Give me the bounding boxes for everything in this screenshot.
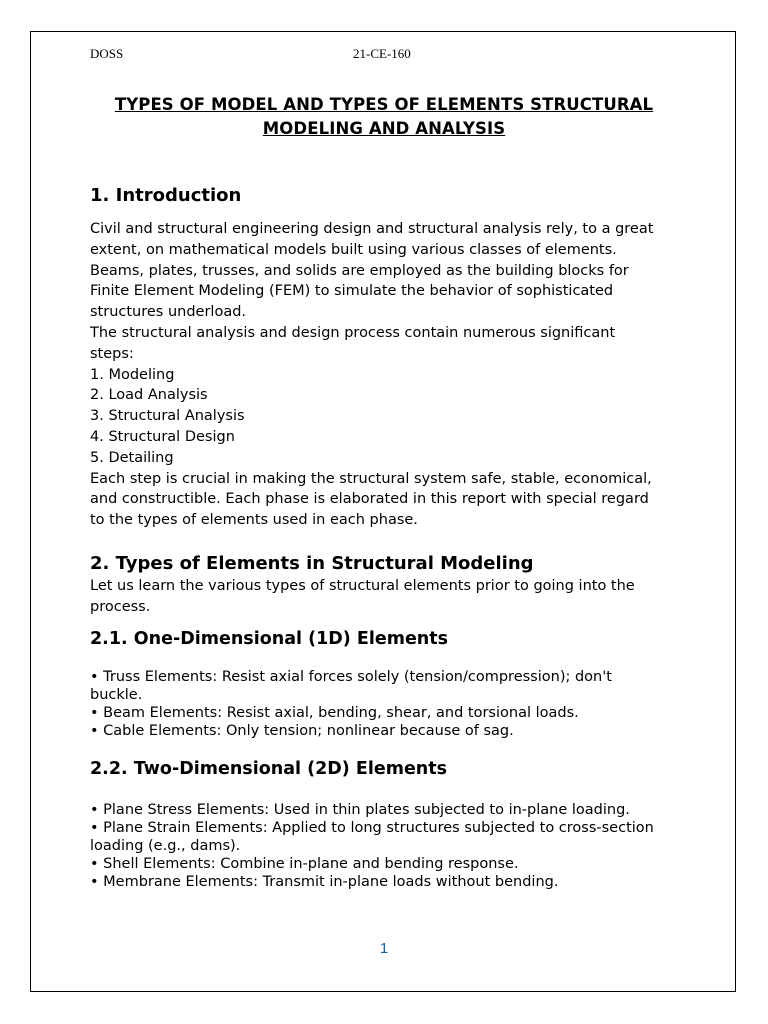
list-item: 2. Load Analysis <box>90 387 208 404</box>
introduction-body <box>90 219 690 531</box>
list-item: • Beam Elements: Resist axial, bending, shear, and torsional loads. <box>90 705 579 721</box>
text-line: Beams, plates, trusses, and solids are employed as the building blocks for <box>90 262 629 279</box>
list-item: 5. Detailing <box>90 449 174 466</box>
list-item: • Shell Elements: Combine in-plane and bending response. <box>90 856 519 872</box>
header-author: DOSS <box>90 46 124 61</box>
subsection-heading-2d-elements: 2.2. Two-Dimensional (2D) Elements <box>90 759 448 779</box>
text-line: extent, on mathematical models built using various classes of elements. <box>90 241 617 258</box>
text-line: The structural analysis and design process contain numerous significant <box>90 324 616 341</box>
document-title <box>90 93 678 141</box>
1d-elements-list <box>90 668 690 740</box>
title-line: TYPES OF MODEL AND TYPES OF ELEMENTS STRUCTURAL <box>114 95 654 114</box>
title-line: MODELING AND ANALYSIS <box>262 119 506 138</box>
2d-elements-list <box>90 801 690 891</box>
list-item: • Cable Elements: Only tension; nonlinear because of sag. <box>90 723 514 739</box>
page-number: 1 <box>379 940 389 957</box>
text-line: to the types of elements used in each phase. <box>90 512 418 529</box>
text-line: structures underload. <box>90 304 247 321</box>
text-line: and constructible. Each phase is elaborated in this report with special regard <box>90 491 649 508</box>
text-line: Each step is crucial in making the structural system safe, stable, economical, <box>90 470 652 487</box>
text-line: process. <box>90 598 151 615</box>
list-item: • Truss Elements: Resist axial forces solely (tension/compression); don't <box>90 669 612 685</box>
types-of-elements-body <box>90 576 690 618</box>
list-item: loading (e.g., dams). <box>90 838 241 854</box>
section-heading-introduction: 1. Introduction <box>90 185 242 206</box>
list-item: 1. Modeling <box>90 366 175 383</box>
list-item: • Membrane Elements: Transmit in-plane loads without bending. <box>90 874 559 890</box>
list-item: • Plane Stress Elements: Used in thin plates subjected to in-plane loading. <box>90 802 630 818</box>
text-line: steps: <box>90 345 134 362</box>
text-line: Finite Element Modeling (FEM) to simulate the behavior of sophisticated <box>90 283 614 300</box>
section-heading-types-of-elements: 2. Types of Elements in Structural Modeling <box>90 553 534 574</box>
list-item: 3. Structural Analysis <box>90 408 245 425</box>
header-id: 21-CE-160 <box>353 46 411 61</box>
subsection-heading-1d-elements: 2.1. One-Dimensional (1D) Elements <box>90 629 449 649</box>
list-item: 4. Structural Design <box>90 428 235 445</box>
text-line: Let us learn the various types of structural elements prior to going into the <box>90 578 635 594</box>
list-item: • Plane Strain Elements: Applied to long structures subjected to cross-section <box>90 820 654 836</box>
text-line: Civil and structural engineering design and structural analysis rely, to a great <box>90 221 654 237</box>
list-item: buckle. <box>90 687 143 703</box>
